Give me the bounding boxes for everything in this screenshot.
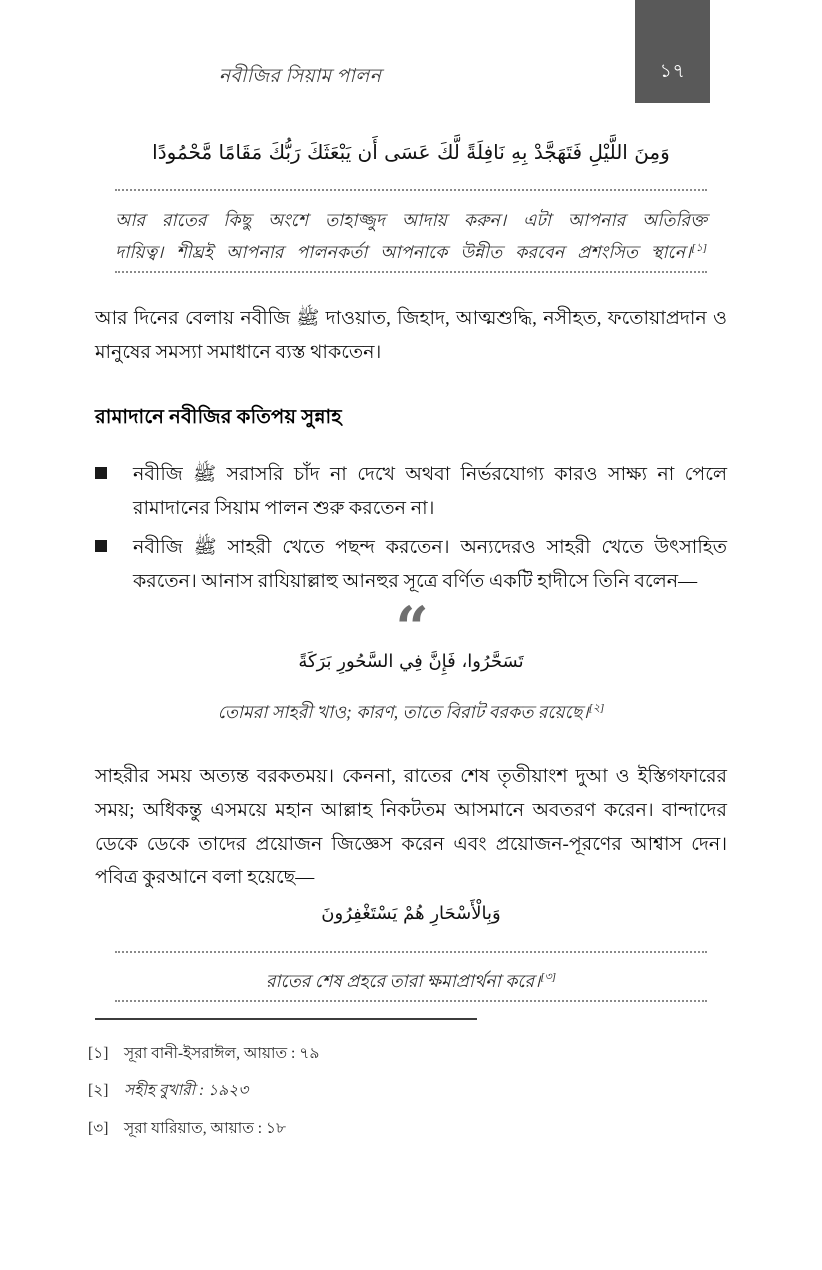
- footnote-item: [88, 1079, 588, 1102]
- bullet-square-icon: [95, 467, 107, 479]
- dotted-divider: [115, 189, 707, 191]
- ayah-2-translation-line: [115, 966, 707, 997]
- section-heading-1-wrap: [95, 403, 727, 435]
- footnote-marker: [৩]: [88, 1119, 109, 1137]
- ayah-2-translation-wrap: [115, 966, 707, 997]
- ayah-1-translation-line-2-wrap: [115, 236, 707, 268]
- bullet-2-text: নবীজি ﷺ সাহরী খেতে পছন্দ করতেন। অন্যদেরও সাহরী খেতে উৎসাহিত করতেন। আনাস রাযিয়াল্লাহু আনহুর সূত্রে বর্ণিত একটি হাদীসে তিনি বলেন—: [133, 537, 727, 592]
- ayah-1-arabic: وَمِنَ اللَّيْلِ فَتَهَجَّدْ بِهِ نَافِلَةً لَّكَ عَسَى أَن يَبْعَثَكَ رَبُّكَ مَقَامًا مَّحْمُودًا: [152, 140, 670, 164]
- bullet-square-icon: [95, 540, 107, 552]
- ayah-2-footnote-ref: [৩]: [540, 971, 557, 984]
- ayah-2-arabic: وَبِالْأَسْحَارِ هُمْ يَسْتَغْفِرُونَ: [321, 903, 501, 924]
- hadith-block-1: [95, 645, 727, 679]
- dotted-divider: [115, 271, 707, 273]
- footnote-text: সহীহ বুখারী : ১৯২৩: [124, 1082, 249, 1100]
- hadith-1-footnote-ref: [২]: [588, 702, 605, 715]
- footnote-separator-rule: [95, 1018, 477, 1020]
- paragraph-2-wrap: [95, 760, 727, 895]
- footnote-item: [88, 1117, 588, 1140]
- paragraph-1: আর দিনের বেলায় নবীজি ﷺ দাওয়াত, জিহাদ, আত্মশুদ্ধি, নসীহত, ফতোয়াপ্রদান ও মানুষের সমস্যা সমাধানে ব্যস্ত থাকতেন।: [95, 308, 728, 363]
- bullet-1-text: নবীজি ﷺ সরাসরি চাঁদ না দেখে অথবা নির্ভরযোগ্য কারও সাক্ষ্য না পেলে রামাদানের সিয়াম পালন শুরু করতেন না।: [133, 464, 727, 519]
- dotted-rule-bottom-2: [115, 1000, 707, 1002]
- bullet-item-2: [95, 531, 727, 599]
- dotted-rule-top-2: [115, 951, 707, 953]
- footnote-item: [88, 1042, 588, 1065]
- footnote-marker: [১]: [88, 1045, 109, 1062]
- dotted-divider: [115, 1000, 707, 1002]
- ayah-block-2: [95, 897, 727, 931]
- ayah-2-translation: রাতের শেষ প্রহরে তারা ক্ষমাপ্রার্থনা করে।: [265, 971, 541, 991]
- paragraph-1-wrap: [95, 302, 727, 370]
- ayah-1-translation-line-1: আর রাতের কিছু অংশে তাহাজ্জুদ আদায় করুন। এটা আপনার অতিরিক্ত: [115, 210, 707, 230]
- footnote-text: সূরা বানী-ইসরাঈল, আয়াত : ৭৯: [124, 1045, 320, 1062]
- hadith-1-translation: তোমরা সাহরী খাও; কারণ, তাতে বিরাট বরকত রয়েছে।: [217, 702, 589, 722]
- quotation-mark-icon: “: [395, 594, 427, 662]
- running-header-title: নবীজির সিয়াম পালন: [218, 66, 382, 87]
- hadith-1-translation-line: [95, 697, 727, 728]
- bullet-item-1: [95, 458, 727, 526]
- hadith-1-translation-wrap: [95, 697, 727, 728]
- page-number: ১৭: [659, 61, 686, 82]
- paragraph-2: সাহরীর সময় অত্যন্ত বরকতময়। কেননা, রাতের শেষ তৃতীয়াংশ দুআ ও ইস্তিগফারের সময়; অধিকন্তু এসময়ে মহান আল্লাহ নিকটতম আসমানে অবতরণ করেন। বান্দাদের ডেকে ডেকে তাদের প্রয়োজন জিজ্ঞেস করেন এবং প্রয়োজন-পূরণের আশ্বাস দেন। পবিত্র কুরআনে বলা হয়েছে—: [95, 766, 727, 889]
- hadith-1-arabic: تَسَحَّرُوا، فَإِنَّ فِي السَّحُورِ بَرَكَةً: [298, 651, 524, 672]
- ayah-1-translation: [115, 204, 707, 269]
- footnote-text: সূরা যারিয়াত, আয়াত : ১৮: [124, 1119, 287, 1137]
- dotted-rule-top-1: [115, 189, 707, 191]
- dotted-divider: [115, 951, 707, 953]
- footnote-marker: [২]: [88, 1082, 109, 1100]
- page-number-box: [635, 0, 710, 103]
- dotted-rule-bottom-1: [115, 271, 707, 273]
- ayah-block-1: [95, 133, 727, 171]
- footnote-list: [88, 1042, 588, 1154]
- ayah-1-translation-line-2: দায়িত্ব। শীঘ্রই আপনার পালনকর্তা আপনাকে উন্নীত করবেন প্রশংসিত স্থানে।: [115, 242, 692, 263]
- section-heading-1: রামাদানে নবীজির কতিপয় সুন্নাহ: [95, 407, 342, 428]
- ayah-1-footnote-ref: [১]: [691, 242, 707, 255]
